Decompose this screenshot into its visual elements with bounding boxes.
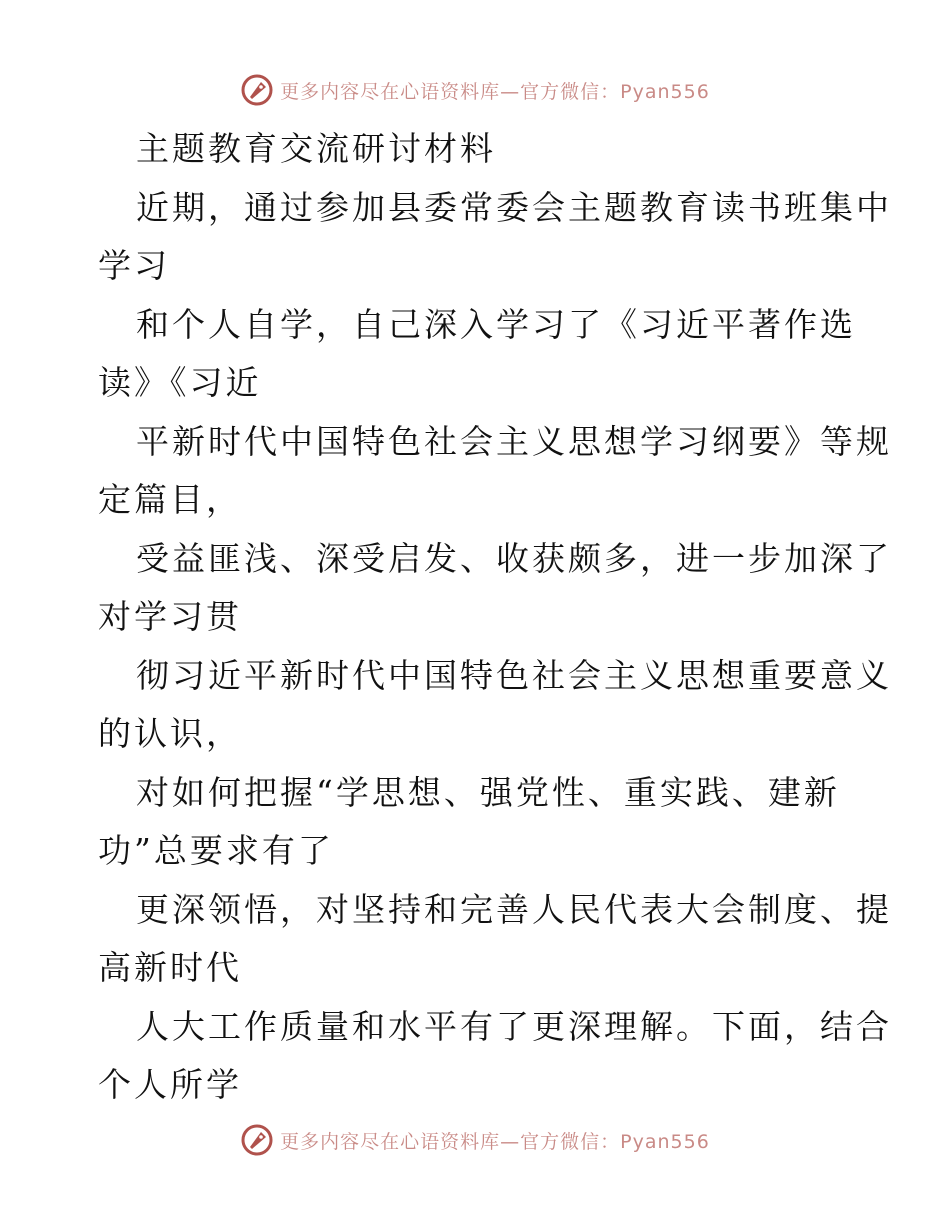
- watermark-wechat-id: Pyan556: [620, 1130, 710, 1153]
- text-line: 和个人自学，自己深入学习了《习近平著作选: [136, 304, 856, 344]
- text-line: 定篇目，: [98, 480, 242, 519]
- text-line: 受益匪浅、深受启发、收获颇多，进一步加深了: [136, 538, 892, 578]
- document-body: [98, 120, 892, 1115]
- text-line: 高新时代: [98, 948, 242, 987]
- text-line: 的认识，: [98, 714, 242, 753]
- text-line: 人大工作质量和水平有了更深理解。下面，结合: [136, 1006, 892, 1046]
- watermark-text: 更多内容尽在心语资料库—官方微信：Pyan556: [280, 80, 710, 103]
- text-line: 对如何把握“学思想、强党性、重实践、建新: [136, 772, 840, 812]
- text-line: 主题教育交流研讨材料: [136, 129, 496, 168]
- header-watermark: [0, 70, 950, 110]
- text-line: 功”总要求有了: [98, 831, 334, 870]
- pen-nib-circle-icon: [240, 73, 274, 107]
- text-line: 更深领悟，对坚持和完善人民代表大会制度、提: [136, 889, 892, 929]
- pen-nib-circle-icon: [240, 1123, 274, 1157]
- text-line: 读》《习近: [98, 363, 262, 402]
- text-line: 学习: [98, 246, 170, 285]
- text-line: 近期，通过参加县委常委会主题教育读书班集中: [136, 187, 892, 227]
- text-line: 彻习近平新时代中国特色社会主义思想重要意义: [136, 655, 892, 695]
- watermark-wechat-id: Pyan556: [620, 80, 710, 103]
- watermark-text: 更多内容尽在心语资料库—官方微信：Pyan556: [280, 1130, 710, 1153]
- text-line: 个人所学: [98, 1065, 242, 1104]
- text-line: 平新时代中国特色社会主义思想学习纲要》等规: [136, 421, 892, 461]
- footer-watermark: [0, 1120, 950, 1160]
- text-line: 对学习贯: [98, 597, 242, 636]
